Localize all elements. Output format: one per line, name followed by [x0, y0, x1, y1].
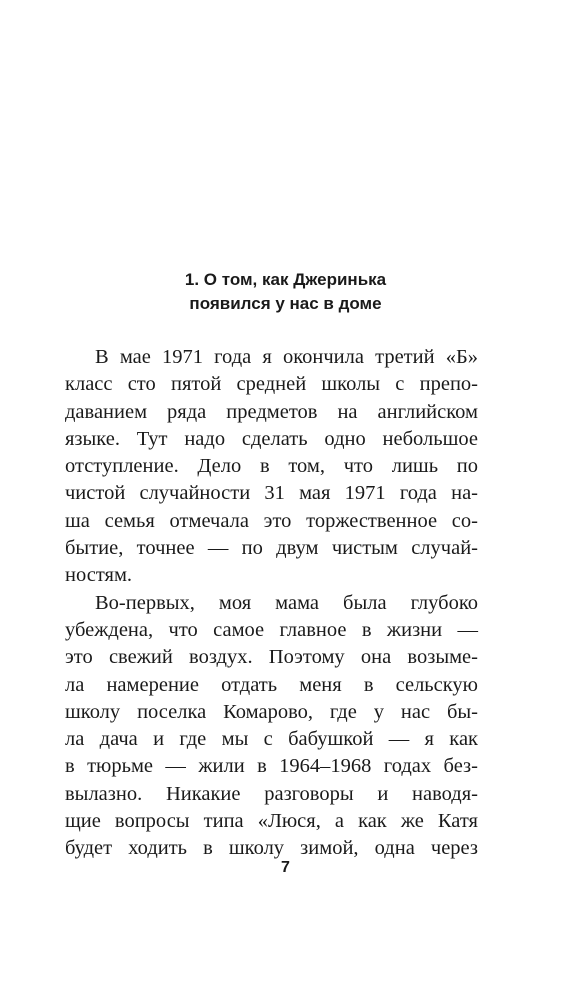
text-line-5: отступление. Дело в том, что лишь по: [65, 455, 478, 478]
text-line-2: класс сто пятой средней школы с препо-: [65, 373, 478, 396]
text-line-7: ша семья отмечала это торжественное со-: [65, 509, 478, 532]
text-line-9: ностям.: [65, 564, 133, 587]
text-line-3: даванием ряда предметов на английском: [65, 400, 478, 423]
text-line-18: щие вопросы типа «Люся, а как же Катя: [65, 810, 478, 833]
chapter-heading-line-2: появился у нас в доме: [189, 294, 382, 313]
text-line-10: Во-первых, моя мама была глубоко: [95, 591, 478, 614]
page-number: 7: [281, 859, 290, 876]
chapter-heading-line-1: 1. О том, как Джеринька: [184, 270, 387, 289]
text-line-6: чистой случайности 31 мая 1971 года на-: [65, 482, 478, 505]
text-line-16: в тюрьме — жили в 1964–1968 годах без-: [65, 755, 478, 778]
body-text: [65, 344, 478, 863]
chapter-heading: [0, 268, 571, 316]
text-line-17: вылазно. Никакие разговоры и наводя-: [65, 782, 478, 805]
text-line-8: бытие, точнее — по двум чистым случай-: [65, 537, 478, 560]
text-line-11: убеждена, что самое главное в жизни —: [65, 618, 478, 641]
text-line-4: языке. Тут надо сделать одно небольшое: [65, 427, 478, 450]
text-line-12: это свежий воздух. Поэтому она возыме-: [65, 646, 478, 669]
text-line-13: ла намерение отдать меня в сельскую: [65, 673, 478, 696]
text-line-14: школу поселка Комарово, где у нас бы-: [65, 700, 478, 723]
text-line-1: В мае 1971 года я окончила третий «Б»: [95, 346, 478, 368]
text-line-15: ла дача и где мы с бабушкой — я как: [65, 728, 478, 751]
text-line-19: будет ходить в школу зимой, одна через: [65, 837, 478, 860]
